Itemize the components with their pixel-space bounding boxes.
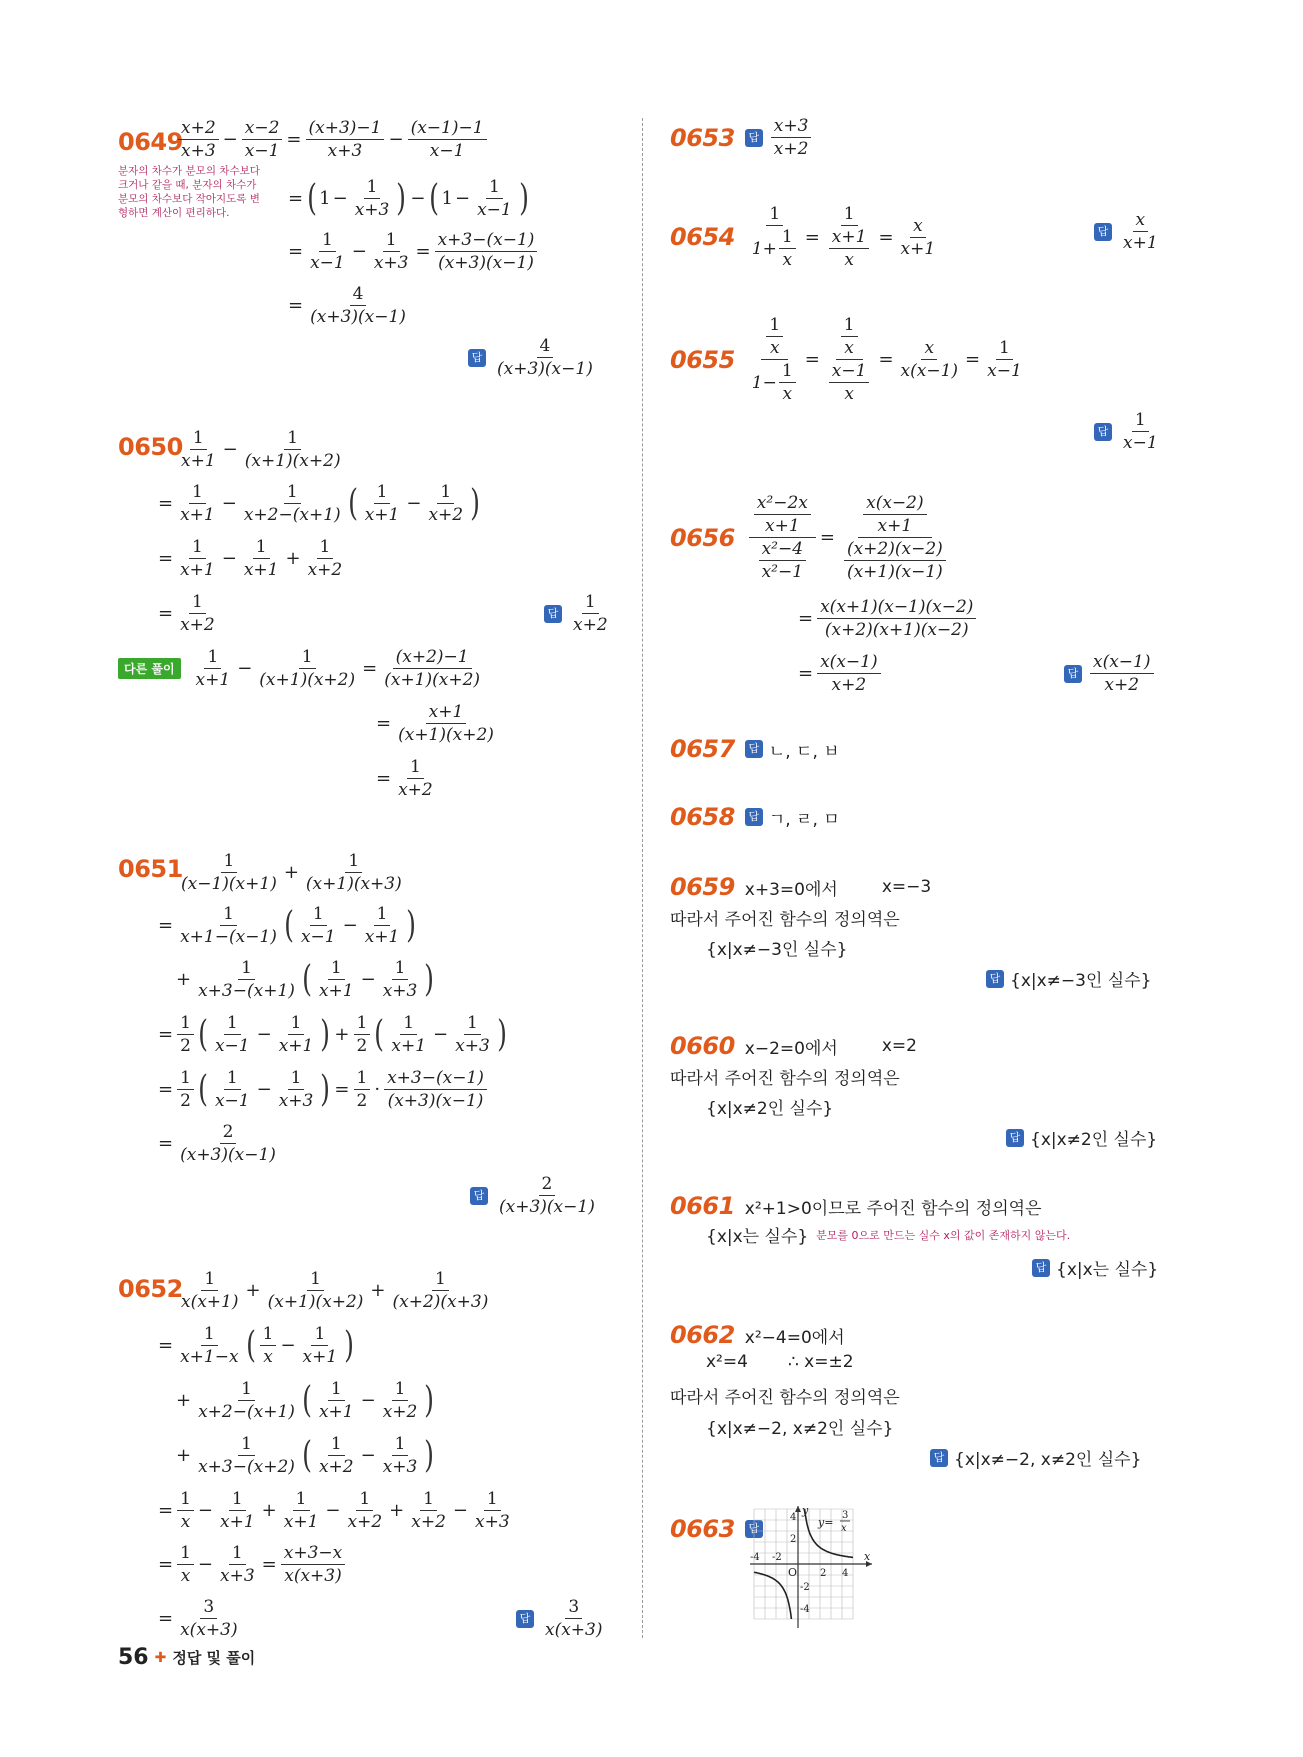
line-0659-1 xyxy=(670,873,931,901)
answer-icon: 답 xyxy=(745,1520,763,1538)
answer-icon: 답 xyxy=(930,1449,948,1467)
problem-number-0662: 0662 xyxy=(670,1321,735,1349)
answer-icon: 답 xyxy=(1032,1259,1050,1277)
text-0662-4: {x|x≠−2, x≠2인 실수} xyxy=(706,1419,894,1439)
problem-number-0653: 0653 xyxy=(670,123,735,152)
eq-0650-4: = $\frac{1}{x+2}$ xyxy=(158,592,215,635)
tick-x-4: 4 xyxy=(842,1568,849,1579)
eq-0649-3: = $\frac{1}{x-1}$ − $\frac{1}{x+3}$ = $\frac{x+3-(x-1)}{(x+3)(x-1)}$ xyxy=(286,230,539,273)
eq-0652-7: = $\frac{3}{x(x+3)}$ xyxy=(158,1597,238,1640)
problem-number-0657: 0657 xyxy=(670,735,735,763)
answer-text-0658: ㄱ, ㄹ, ㅁ xyxy=(768,809,840,830)
eq-0650-alt-1: 다른 풀이 $\frac{1}{x+1}$ − $\frac{1}{(x+1)(x+2)}$ = $\frac{(x+2)-1}{(x+1)(x+2)}$ xyxy=(118,647,485,690)
function-label-numerator: 3 xyxy=(842,1510,849,1521)
function-label-denominator: x xyxy=(841,1523,847,1534)
answer-text-0661: {x|x는 실수} xyxy=(1056,1260,1159,1280)
line-0660-3 xyxy=(706,1094,833,1119)
answer-0661 xyxy=(1032,1255,1158,1280)
text-0660-3: {x|x≠2인 실수} xyxy=(706,1099,834,1119)
answer-0657 xyxy=(670,735,840,763)
text-0661-1: x²+1>0이므로 주어진 함수의 정의역은 xyxy=(744,1198,1042,1219)
tick-y-2: 2 xyxy=(790,1534,797,1545)
line-0661-1 xyxy=(670,1192,1042,1220)
footer-title: 정답 및 풀이 xyxy=(172,1649,256,1667)
problem-number-0654: 0654 xyxy=(670,223,735,251)
answer-icon: 답 xyxy=(1094,223,1112,241)
text-0659-2: 따라서 주어진 함수의 정의역은 xyxy=(670,910,900,930)
eq-0652-6: = $\frac{1}{x}$ − $\frac{1}{x+3}$ = $\frac{x+3-x}{x(x+3)}$ xyxy=(156,1543,347,1586)
line-0660-1 xyxy=(670,1032,917,1060)
function-label: y= xyxy=(818,1516,834,1529)
text-0660-1b: x=2 xyxy=(881,1036,917,1056)
answer-0653: 0653 답 $\frac{x+3}{x+2}$ xyxy=(670,116,813,159)
tick-y--4: -4 xyxy=(800,1604,810,1615)
answer-0662 xyxy=(930,1445,1141,1470)
answer-icon: 답 xyxy=(745,129,763,147)
eq-0650-1: $\frac{1}{x+1}$ − $\frac{1}{(x+1)(x+2)}$ xyxy=(181,428,341,471)
text-0660-1: x−2=0에서 xyxy=(744,1038,838,1059)
eq-0651-1: $\frac{1}{(x-1)(x+1)}$ + $\frac{1}{(x+1)(x+3)}$ xyxy=(181,851,402,894)
eq-0652-4: + $\frac{1}{x+3-(x+2)}$ ( $\frac{1}{x+2}$ − $\frac{1}{x+3}$ ) xyxy=(176,1434,435,1477)
line-0662-3 xyxy=(670,1383,900,1408)
graph-0663 xyxy=(750,1504,874,1628)
footer-plus-icon: ✚ xyxy=(154,1649,167,1666)
answer-icon: 답 xyxy=(544,605,562,623)
text-0660-2: 따라서 주어진 함수의 정의역은 xyxy=(670,1069,900,1089)
tick-x-2: 2 xyxy=(820,1568,827,1579)
text-0661-2: {x|x는 실수} xyxy=(706,1227,809,1247)
problem-number-0658: 0658 xyxy=(670,803,735,831)
text-0662-2a: x²=4 xyxy=(706,1352,748,1372)
problem-number-0649: 0649 xyxy=(118,128,183,156)
problem-number-0650: 0650 xyxy=(118,433,183,461)
page-number: 56 xyxy=(118,1645,149,1670)
eq-0650-3: = $\frac{1}{x+1}$ − $\frac{1}{x+1}$ + $\frac{1}{x+2}$ xyxy=(158,537,343,580)
text-0662-3: 따라서 주어진 함수의 정의역은 xyxy=(670,1388,900,1408)
eq-0650-2: = $\frac{1}{x+1}$ − $\frac{1}{x+2-(x+1)}$ ( $\frac{1}{x+1}$ − $\frac{1}{x+2}$ ) xyxy=(158,482,481,525)
tick-x--4: -4 xyxy=(750,1552,760,1563)
note-0661: 분모를 0으로 만드는 실수 x의 값이 존재하지 않는다. xyxy=(816,1228,1071,1242)
eq-0650-alt-3: = $\frac{1}{x+2}$ xyxy=(376,757,433,800)
problem-number-0655: 0655 xyxy=(670,345,735,374)
answer-icon: 답 xyxy=(745,740,763,758)
problem-number-0656: 0656 xyxy=(670,523,735,552)
answer-icon: 답 xyxy=(1094,423,1112,441)
hint-0649: 분자의 차수가 분모의 차수보다 크거나 같을 때, 분자의 차수가 분모의 차수보다 작아지도록 변형하면 계산이 편리하다. xyxy=(118,165,260,219)
curve-branch-2 xyxy=(754,1572,791,1619)
answer-text-0662: {x|x≠−2, x≠2인 실수} xyxy=(954,1450,1142,1470)
eq-0655: 0655 $\frac{1}{x}$ 1− $\frac{1}{x}$ = $\frac{\frac{1}{x}}{\frac{x-1}{x}}$ = $\frac{x}{x(x-1)}$ = $\frac{1}{x-1}$ xyxy=(670,315,1022,404)
answer-icon: 답 xyxy=(468,349,486,367)
answer-0659 xyxy=(986,966,1151,991)
text-0662-1: x²−4=0에서 xyxy=(744,1327,845,1348)
problem-number-0661: 0661 xyxy=(670,1192,735,1220)
line-0659-2 xyxy=(670,905,900,930)
eq-0650-alt-2: = $\frac{x+1}{(x+1)(x+2)}$ xyxy=(376,702,494,745)
tick-x--2: -2 xyxy=(772,1552,782,1563)
answer-icon: 답 xyxy=(1064,665,1082,683)
answer-0649: 답 $\frac{4}{(x+3)(x-1)}$ xyxy=(468,336,598,379)
text-0659-1: x+3=0에서 xyxy=(744,879,838,900)
eq-0651-6: = $\frac{2}{(x+3)(x-1)}$ xyxy=(158,1122,276,1165)
line-0662-2 xyxy=(706,1352,854,1372)
answer-icon: 답 xyxy=(745,808,763,826)
eq-0652-2: = $\frac{1}{x+1-x}$ ( $\frac{1}{x}$ − $\frac{1}{x+1}$ ) xyxy=(158,1324,355,1367)
eq-0651-4: = $\frac{1}{2}$ ( $\frac{1}{x-1}$ − $\frac{1}{x+1}$ ) + $\frac{1}{2}$ ( $\frac{1}{x+1}$ − $\frac{1}{x+3}$ ) xyxy=(158,1013,507,1056)
answer-text-0659: {x|x≠−3인 실수} xyxy=(1010,971,1152,991)
tick-y-4: 4 xyxy=(790,1512,797,1523)
eq-0651-5: = $\frac{1}{2}$ ( $\frac{1}{x-1}$ − $\frac{1}{x+3}$ ) = $\frac{1}{2}$ · $\frac{x+3-(x-1)}{(x+3)(x-1)}$ xyxy=(156,1068,489,1111)
eq-0656-1: 0656 $\frac{\frac{\text{x²−2x}}{x+1}}{\frac{\text{x²−4}}{\text{x²−1}}}$ = $\frac{\frac{x(x-2)}{x+1}}{\frac{(x+2)(x-2)}{(x+1)(x-1)}}$ xyxy=(670,493,953,582)
answer-0654: 답 $\frac{x}{x+1}$ xyxy=(1094,210,1163,253)
answer-0652: 답 $\frac{3}{x(x+3)}$ xyxy=(516,1597,608,1640)
text-0659-3: {x|x≠−3인 실수} xyxy=(706,940,848,960)
eq-0652-5: = $\frac{1}{x}$ − $\frac{1}{x+1}$ + $\frac{1}{x+1}$ − $\frac{1}{x+2}$ + $\frac{1}{x+2}$ − $\frac{1}{x+3}$ xyxy=(158,1489,510,1532)
text-0659-1b: x=−3 xyxy=(881,877,932,897)
eq-0652-1: $\frac{1}{x(x+1)}$ + $\frac{1}{(x+1)(x+2)}$ + $\frac{1}{(x+2)(x+3)}$ xyxy=(181,1269,489,1312)
text-0662-2b: ∴ x=±2 xyxy=(787,1352,854,1372)
page-footer xyxy=(118,1645,255,1670)
eq-0649-2: = ( 1 − $\frac{1}{x+3}$ ) − ( 1 − $\frac{1}{x-1}$ ) xyxy=(288,177,529,220)
eq-0651-2: = $\frac{1}{x+1-(x-1)}$ ( $\frac{1}{x-1}$ − $\frac{1}{x+1}$ ) xyxy=(158,904,417,947)
answer-text-0660: {x|x≠2인 실수} xyxy=(1030,1130,1158,1150)
answer-icon: 답 xyxy=(516,1610,534,1628)
eq-0649-1: $\frac{x+2}{x+3}$ − $\frac{x-2}{x-1}$ = $\frac{(x+3)-1}{x+3}$ − $\frac{(x-1)-1}{x-1}$ xyxy=(176,118,489,161)
eq-0649-4: = $\frac{4}{(x+3)(x-1)}$ xyxy=(288,284,406,327)
problem-number-0652: 0652 xyxy=(118,1275,183,1303)
alt-solution-badge: 다른 풀이 xyxy=(118,658,181,679)
answer-text-0657: ㄴ, ㄷ, ㅂ xyxy=(768,741,840,762)
answer-0655: 답 $\frac{1}{x-1}$ xyxy=(1094,410,1163,453)
answer-0651: 답 $\frac{2}{(x+3)(x-1)}$ xyxy=(470,1174,600,1217)
eq-0651-3: + $\frac{1}{x+3-(x+1)}$ ( $\frac{1}{x+1}$ − $\frac{1}{x+3}$ ) xyxy=(176,958,435,1001)
eq-0652-3: + $\frac{1}{x+2-(x+1)}$ ( $\frac{1}{x+1}$ − $\frac{1}{x+2}$ ) xyxy=(176,1379,435,1422)
problem-number-0660: 0660 xyxy=(670,1032,735,1060)
line-0660-2 xyxy=(670,1064,900,1089)
column-divider xyxy=(642,118,643,1638)
answer-icon: 답 xyxy=(470,1187,488,1205)
answer-0656: 답 $\frac{x(x-1)}{x+2}$ xyxy=(1064,652,1156,695)
line-0661-2 xyxy=(706,1222,1070,1247)
y-axis-label: y xyxy=(802,1504,809,1517)
answer-icon: 답 xyxy=(1006,1129,1024,1147)
answer-0660 xyxy=(1006,1125,1157,1150)
tick-y--2: -2 xyxy=(800,1582,810,1593)
x-axis-label: x xyxy=(864,1550,871,1563)
eq-0654: 0654 1 1+ $\frac{1}{x}$ = $\frac{1}{\frac{x+1}{x}}$ = $\frac{x}{x+1}$ xyxy=(670,204,936,270)
answer-icon: 답 xyxy=(986,970,1004,988)
line-0659-3 xyxy=(706,935,847,960)
problem-number-0651: 0651 xyxy=(118,855,183,883)
origin-label: O xyxy=(788,1566,798,1579)
eq-0656-2: = $\frac{x(x+1)(x-1)(x-2)}{(x+2)(x+1)(x-2)}$ xyxy=(796,597,978,640)
problem-number-0659: 0659 xyxy=(670,873,735,901)
answer-0650: 답 $\frac{1}{x+2}$ xyxy=(544,592,613,635)
answer-0658 xyxy=(670,803,840,831)
eq-0656-3: = $\frac{x(x-1)}{x+2}$ xyxy=(796,652,883,695)
problem-number-0663: 0663 xyxy=(670,1515,735,1543)
line-0662-4 xyxy=(706,1414,893,1439)
line-0662-1 xyxy=(670,1321,845,1349)
